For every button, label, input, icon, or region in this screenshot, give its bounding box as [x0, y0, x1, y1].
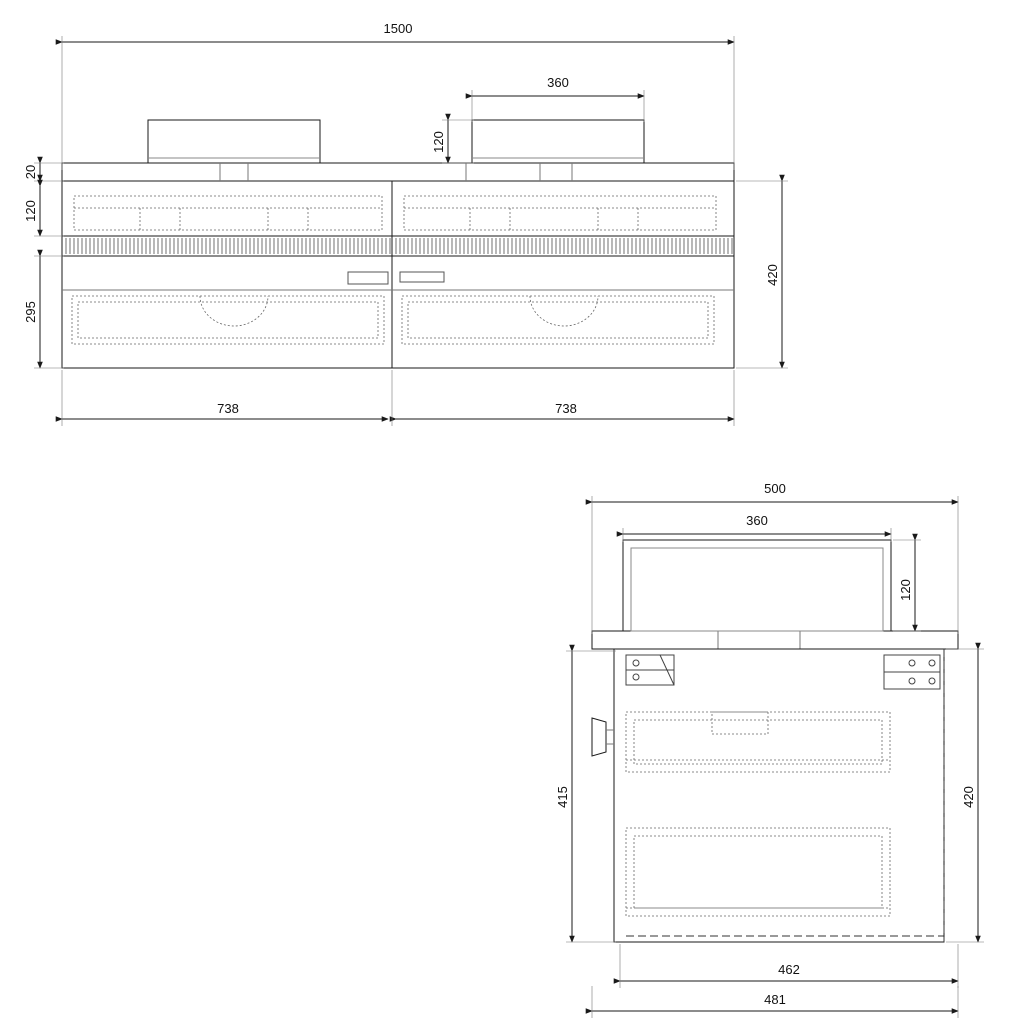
side-handle — [592, 718, 606, 756]
dim-front-module-right: 738 — [555, 401, 577, 416]
side-cabinet-body — [614, 649, 944, 942]
dim-front-module-left: 738 — [217, 401, 239, 416]
dim-front-top-thickness: 20 — [23, 164, 38, 180]
dim-front-cabinet-height: 420 — [765, 264, 780, 286]
dim-side-door-height: 415 — [555, 786, 570, 808]
side-basin — [623, 540, 891, 631]
side-basin-inner — [631, 548, 883, 631]
front-upper-drawer-right-inner — [404, 196, 716, 230]
front-lower-drawer-left-inner — [72, 296, 384, 344]
front-cabinet-body — [62, 181, 734, 368]
side-upper-drawer-inner — [626, 712, 890, 772]
side-bracket-front — [626, 655, 674, 685]
front-grille-hatch — [66, 238, 732, 254]
dimension-labels — [23, 21, 976, 1007]
dim-side-outer-depth: 481 — [764, 992, 786, 1007]
side-dimension-lines — [566, 496, 984, 1018]
dim-front-lower-drawer-height: 295 — [23, 301, 38, 323]
dim-side-cabinet-height: 420 — [961, 786, 976, 808]
side-lower-drawer-inner — [626, 828, 890, 916]
side-countertop — [592, 631, 958, 649]
front-basin-right — [472, 120, 644, 163]
dim-side-basin-depth: 360 — [746, 513, 768, 528]
front-lower-drawer-right-inner — [402, 296, 714, 344]
dim-side-overall-depth: 500 — [764, 481, 786, 496]
dim-front-overall-width: 1500 — [383, 21, 413, 36]
side-bracket-rear — [884, 655, 940, 689]
front-handle-right — [400, 272, 444, 282]
dim-front-upper-drawer-height: 120 — [23, 200, 38, 222]
front-basin-left — [148, 120, 320, 163]
front-handle-left — [348, 272, 388, 284]
dim-front-basin-width: 360 — [547, 75, 569, 90]
dim-front-basin-height: 120 — [431, 131, 446, 153]
front-countertop — [62, 163, 734, 181]
dim-side-basin-height: 120 — [898, 579, 913, 601]
front-view — [62, 120, 734, 368]
front-upper-drawer-left-inner — [74, 196, 382, 230]
dim-side-inner-depth: 462 — [778, 962, 800, 977]
